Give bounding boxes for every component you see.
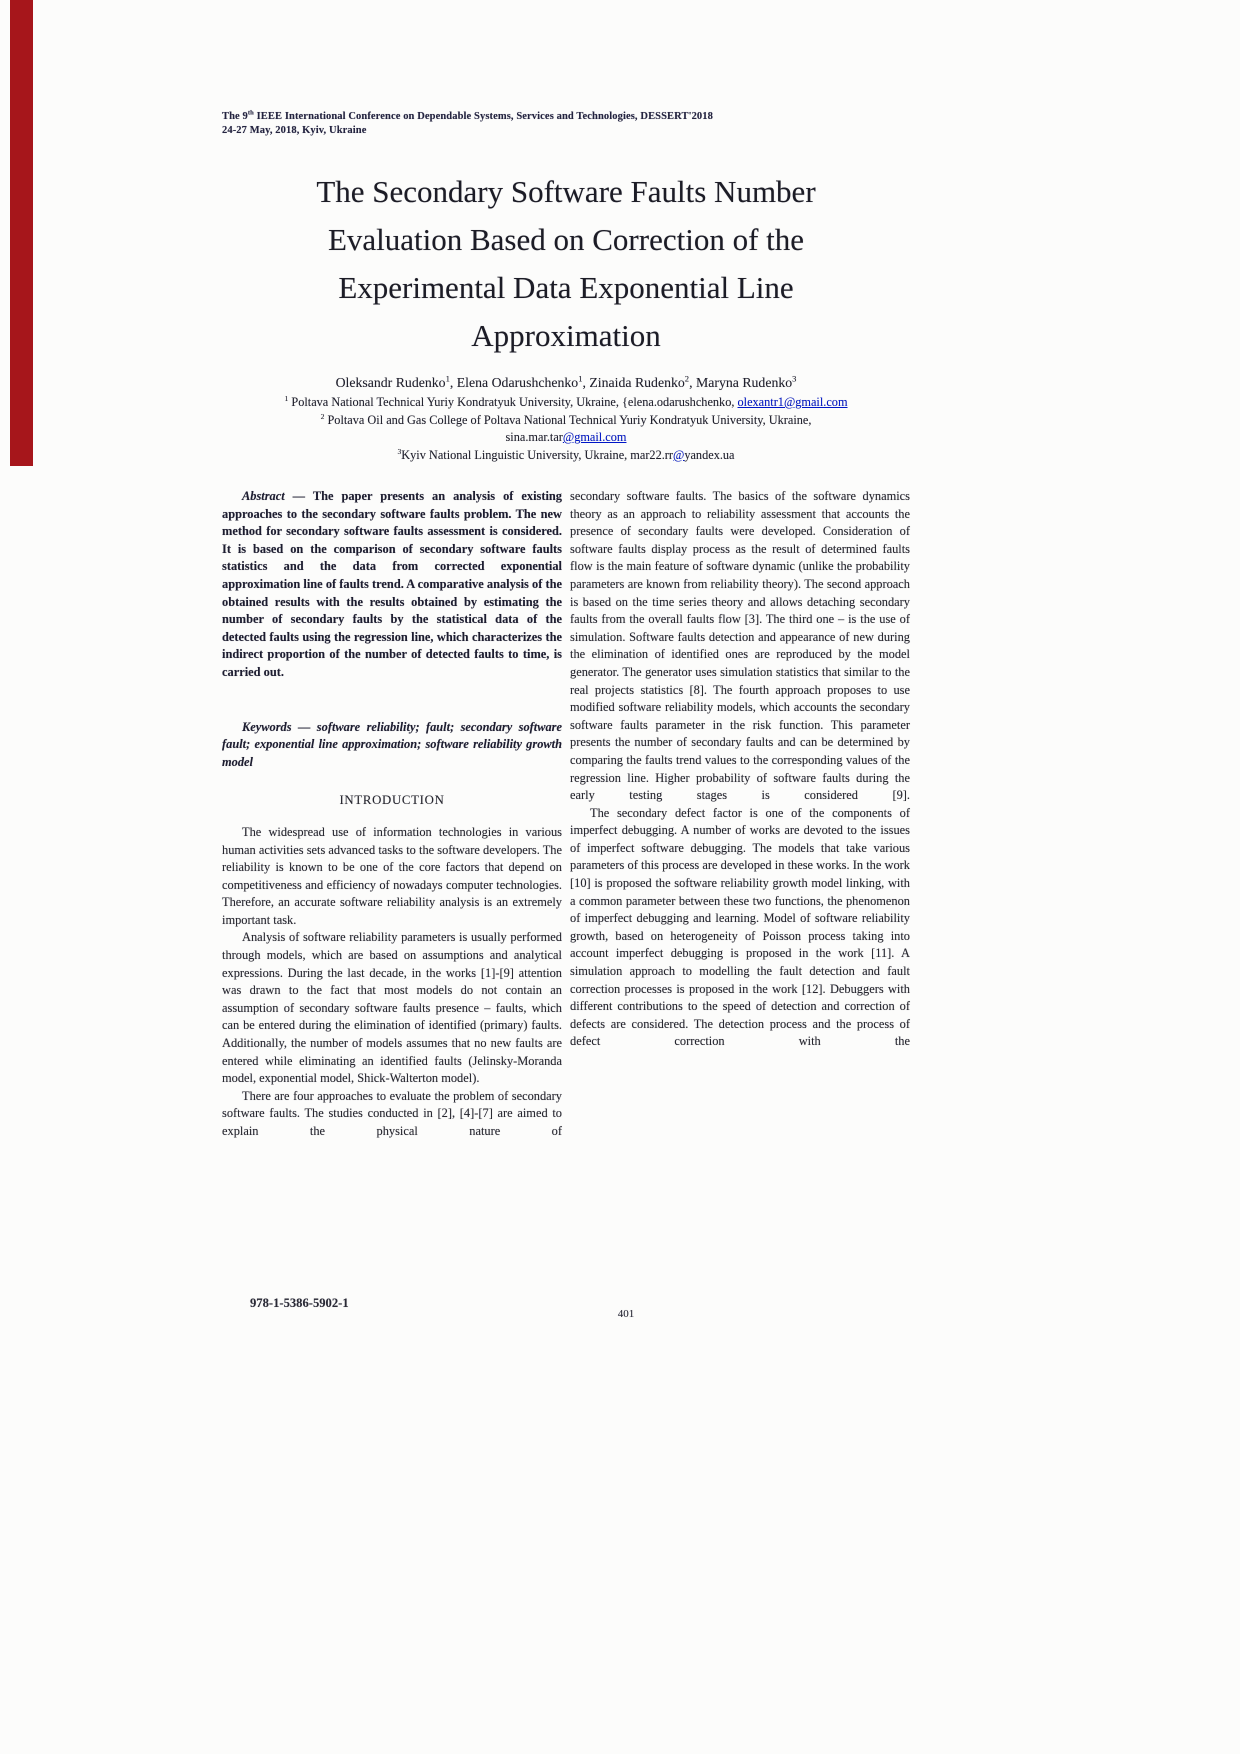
email-sina-prefix: sina.mar.tar: [505, 430, 563, 444]
author-1: Oleksandr Rudenko: [335, 375, 446, 390]
section-heading-introduction: INTRODUCTION: [339, 793, 445, 808]
intro-paragraph-2: Analysis of software reliability parameters is usually performed through models, which are based on assumptions and analytical expressions. During the last decade, in the works [1]-[9] attention was drawn to the fact that most models do not contain an assumption of secondary software faults presence – faults, which can be entered during the elimination of identified (primary) faults. Additionally, the number of models assumes that no new faults are entered while eliminating an identified faults (Jelinsky-Moranda model, exponential model, Shick-Walterton model).: [222, 930, 562, 1086]
affiliation-2-email-line: [166, 429, 966, 447]
author-3: , Zinaida Rudenko: [582, 375, 685, 390]
abstract-label: Abstract: [242, 489, 285, 503]
right-paragraph-2: The secondary defect factor is one of the components of imperfect debugging. A number of works are devoted to the issues of imperfect software debugging. The models that take various parameters of this process are developed in these works. In the work [10] is proposed the software reliability growth model linking, with a common parameter between these two functions, the phenomenon of imperfect debugging and learning. Model of software reliability growth, based on heterogeneity of Poisson process taking into account imperfect debugging is proposed in the work [11]. A simulation approach to modelling the fault detection and fault correction processes is proposed in the work [12]. Debuggers with different contributions to the speed of detection and correction of defects are considered. The detection process and the process of defect correction with the: [570, 805, 910, 1049]
email-link-sina-gmail[interactable]: @gmail.com: [562, 430, 627, 444]
keywords-paragraph: [222, 719, 562, 772]
email-link-olexantr[interactable]: olexantr1@gmail.com: [737, 395, 848, 409]
conference-ordinal-sup: th: [247, 109, 254, 117]
conference-name-post: IEEE International Conference on Dependable Systems, Services and Technologies, DESSERT'2018: [253, 111, 713, 122]
conference-name-pre: The 9: [222, 111, 248, 122]
abstract-paragraph: [222, 488, 562, 682]
right-column: [570, 488, 910, 1051]
intro-paragraph-1: The widespread use of information technologies in various human activities sets advanced tasks to the software developers. The reliability is known to be one of the core factors that depend on competitiveness and efficiency of nowadays computer technologies. Therefore, an accurate software reliability analysis is an extremely important task.: [222, 824, 562, 927]
conference-header-line2: 24-27 May, 2018, Kyiv, Ukraine: [222, 124, 367, 136]
left-column: [222, 488, 562, 1141]
author-4-affil-sup: 3: [792, 373, 797, 384]
affiliation-2-sup: 2: [320, 411, 325, 421]
scan-artifact-strip: [10, 0, 33, 466]
keywords-dash: —: [291, 719, 317, 734]
email-link-mar22-at[interactable]: @: [673, 447, 685, 462]
paper-title-line-1: The Secondary Software Faults Number: [316, 174, 816, 209]
affiliation-3: [166, 447, 966, 465]
page-number: 401: [617, 1308, 635, 1320]
conference-header: [222, 110, 942, 137]
affiliation-1: [166, 394, 966, 412]
email-mar22-domain: yandex.ua: [684, 447, 735, 462]
intro-paragraph-3: There are four approaches to evaluate the problem of secondary software faults. The studies conducted in [2], [4]-[7] are aimed to explain the physical nature of: [222, 1088, 562, 1138]
authors-line: [206, 375, 926, 391]
affiliation-1-text: Poltava National Technical Yuriy Kondratyuk University, Ukraine, {elena.odarushchenko,: [288, 395, 738, 409]
conference-header-line1: [222, 110, 942, 124]
abstract-text: The paper presents an analysis of existing approaches to the secondary software faults problem. The new method for secondary software faults assessment is considered. It is based on the comparison of secondary software faults statistics and the data from corrected exponential approximation line of faults trend. A comparative analysis of the obtained results with the results obtained by estimating the number of secondary faults by the statistical data of the detected faults using the regression line, which characterizes the indirect proportion of the number of detected faults to time, is carried out.: [222, 489, 562, 679]
isbn-footer: 978-1-5386-5902-1: [250, 1296, 349, 1310]
keywords-label: Keywords: [242, 719, 292, 734]
author-2-affil-sup: 1: [578, 373, 583, 384]
affiliation-1-sup: 1: [284, 393, 289, 403]
affiliation-3-text: Kyiv National Linguistic University, Ukraine, mar22.rr: [401, 447, 673, 462]
keywords-text: software reliability; fault; secondary software fault; exponential line approximation; software reliability growth model: [222, 719, 562, 769]
affiliations-block: [166, 394, 966, 464]
right-paragraph-1: secondary software faults. The basics of the software dynamics theory as an approach to reliability assessment that accounts the presence of secondary faults were developed. Consideration of software faults display process as the result of determined faults flow is the main feature of software dynamic (unlike the probability parameters are known from reliability theory). The second approach is based on the time series theory and allows detaching secondary faults from the overall faults flow [3]. The third one – is the use of simulation. Software faults detection and appearance of new during the elimination of identified ones are reproduced by the model generator. The generator uses simulation statistics that similar to the real projects statistics [8]. The fourth approach proposes to use modified software reliability models, which accounts the secondary software faults parameter in the risk function. This parameter presents the number of secondary faults and can be determined by comparing the faults trend values to the corresponding values of the regression line. Higher probability of software faults during the early testing stages is considered [9].: [570, 489, 910, 803]
paper-title: [206, 168, 926, 360]
affiliation-2-text: Poltava Oil and Gas College of Poltava National Technical Yuriy Kondratyuk University, Ukraine,: [324, 412, 812, 427]
paper-title-line-4: Approximation: [471, 318, 661, 353]
affiliation-2: [166, 412, 966, 430]
author-3-affil-sup: 2: [684, 373, 690, 384]
affiliation-3-sup: 3: [397, 446, 402, 456]
author-4: , Maryna Rudenko: [689, 375, 793, 390]
author-1-affil-sup: 1: [445, 373, 450, 384]
author-2: , Elena Odarushchenko: [449, 375, 579, 390]
abstract-dash: —: [284, 489, 313, 503]
paper-title-line-2: Evaluation Based on Correction of the: [327, 222, 805, 257]
paper-title-line-3: Experimental Data Exponential Line: [338, 270, 794, 305]
